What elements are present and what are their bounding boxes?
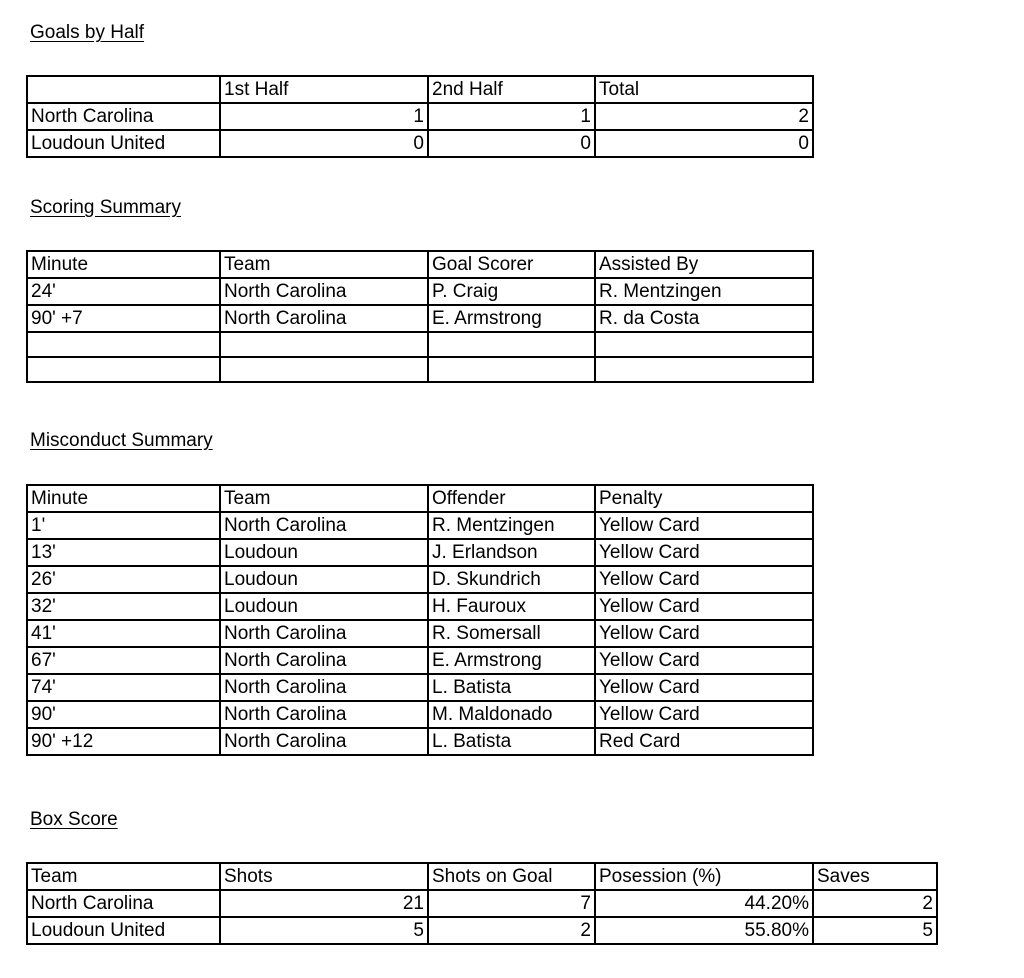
table-cell: D. Skundrich (428, 566, 595, 593)
table-cell: 2 (428, 917, 595, 944)
table-cell: 74' (27, 674, 220, 701)
table-cell: North Carolina (220, 512, 428, 539)
table-cell: 55.80% (595, 917, 813, 944)
table-cell: Loudoun (220, 566, 428, 593)
table-cell (27, 332, 220, 357)
table-cell (220, 332, 428, 357)
scoring-summary-heading: Scoring Summary (30, 197, 181, 218)
table-row (27, 647, 813, 674)
table-row (27, 701, 813, 728)
misconduct-summary-heading: Misconduct Summary (30, 430, 213, 451)
table-cell: 0 (428, 130, 595, 157)
header-cell: Shots (220, 863, 428, 890)
table-cell: Red Card (595, 728, 813, 755)
table-cell: 1' (27, 512, 220, 539)
table-cell: North Carolina (220, 278, 428, 305)
table-row (27, 357, 813, 382)
header-cell: 2nd Half (428, 76, 595, 103)
table-cell: R. da Costa (595, 305, 813, 332)
table-row (27, 890, 937, 917)
table-cell (220, 357, 428, 382)
table-cell: R. Mentzingen (428, 512, 595, 539)
header-row (27, 251, 813, 278)
header-cell: Total (595, 76, 813, 103)
table-cell: North Carolina (27, 890, 220, 917)
table-row (27, 103, 813, 130)
table-cell: H. Fauroux (428, 593, 595, 620)
table-cell: R. Mentzingen (595, 278, 813, 305)
table-row (27, 332, 813, 357)
header-cell: Offender (428, 485, 595, 512)
table-row (27, 620, 813, 647)
table-cell: 5 (813, 917, 937, 944)
table-row (27, 917, 937, 944)
header-cell: Team (27, 863, 220, 890)
table-cell: Yellow Card (595, 674, 813, 701)
table-cell: Loudoun United (27, 917, 220, 944)
table-cell: 90' +7 (27, 305, 220, 332)
table-cell: North Carolina (220, 620, 428, 647)
header-cell: Minute (27, 485, 220, 512)
table-cell: Yellow Card (595, 620, 813, 647)
table-cell: Loudoun (220, 593, 428, 620)
table-cell (27, 357, 220, 382)
table-cell: 44.20% (595, 890, 813, 917)
table-cell: 21 (220, 890, 428, 917)
table-cell: Yellow Card (595, 647, 813, 674)
table-cell: M. Maldonado (428, 701, 595, 728)
table-row (27, 278, 813, 305)
table-cell: 32' (27, 593, 220, 620)
table-cell (428, 357, 595, 382)
table-cell (595, 332, 813, 357)
goals-by-half-heading: Goals by Half (30, 22, 145, 43)
table-cell: 67' (27, 647, 220, 674)
table-cell: Loudoun (220, 539, 428, 566)
table-cell: 24' (27, 278, 220, 305)
table-row (27, 674, 813, 701)
header-cell: Saves (813, 863, 937, 890)
box-score-heading: Box Score (30, 809, 118, 830)
header-cell: Posession (%) (595, 863, 813, 890)
table-cell: Loudoun United (27, 130, 220, 157)
table-cell: North Carolina (220, 701, 428, 728)
header-row (27, 863, 937, 890)
table-cell: Yellow Card (595, 512, 813, 539)
misconduct-summary-table (26, 484, 814, 756)
table-cell: 0 (220, 130, 428, 157)
table-row (27, 130, 813, 157)
table-cell: 2 (595, 103, 813, 130)
header-cell: Goal Scorer (428, 251, 595, 278)
table-cell: 26' (27, 566, 220, 593)
table-cell: Yellow Card (595, 593, 813, 620)
table-cell: 41' (27, 620, 220, 647)
header-cell (27, 76, 220, 103)
table-row (27, 539, 813, 566)
table-row (27, 305, 813, 332)
header-cell: 1st Half (220, 76, 428, 103)
table-cell: 90' (27, 701, 220, 728)
header-cell: Assisted By (595, 251, 813, 278)
header-cell: Team (220, 485, 428, 512)
table-cell: 7 (428, 890, 595, 917)
table-cell: 0 (595, 130, 813, 157)
table-cell: Yellow Card (595, 539, 813, 566)
table-cell: Yellow Card (595, 566, 813, 593)
header-cell: Shots on Goal (428, 863, 595, 890)
table-cell: J. Erlandson (428, 539, 595, 566)
table-row (27, 566, 813, 593)
table-cell (595, 357, 813, 382)
table-row (27, 593, 813, 620)
table-cell: Yellow Card (595, 701, 813, 728)
table-cell: 90' +12 (27, 728, 220, 755)
table-cell: North Carolina (220, 647, 428, 674)
table-cell: E. Armstrong (428, 647, 595, 674)
box-score-table (26, 862, 938, 945)
table-cell: R. Somersall (428, 620, 595, 647)
table-cell: North Carolina (27, 103, 220, 130)
table-cell: North Carolina (220, 674, 428, 701)
table-cell: 5 (220, 917, 428, 944)
table-row (27, 512, 813, 539)
scoring-summary-table (26, 250, 814, 383)
table-cell: L. Batista (428, 674, 595, 701)
goals-by-half-table (26, 75, 814, 158)
table-row (27, 728, 813, 755)
table-cell: 2 (813, 890, 937, 917)
table-cell: P. Craig (428, 278, 595, 305)
table-cell: 1 (220, 103, 428, 130)
table-cell: North Carolina (220, 305, 428, 332)
table-cell (428, 332, 595, 357)
header-cell: Minute (27, 251, 220, 278)
header-row (27, 485, 813, 512)
table-cell: E. Armstrong (428, 305, 595, 332)
table-cell: 1 (428, 103, 595, 130)
header-row (27, 76, 813, 103)
table-cell: L. Batista (428, 728, 595, 755)
table-cell: North Carolina (220, 728, 428, 755)
header-cell: Team (220, 251, 428, 278)
header-cell: Penalty (595, 485, 813, 512)
table-cell: 13' (27, 539, 220, 566)
